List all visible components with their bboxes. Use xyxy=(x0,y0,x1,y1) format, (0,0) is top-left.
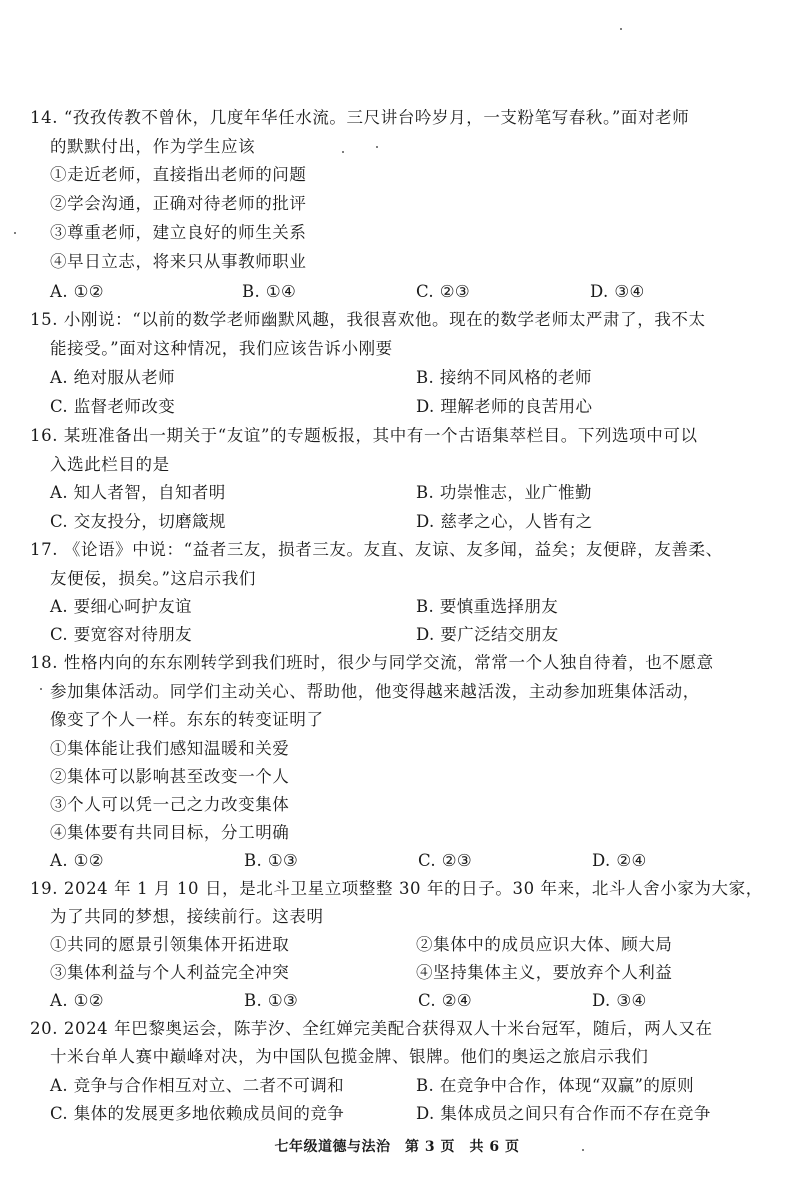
q19-stem-line2: 为了共同的梦想，接续前行。这表明 xyxy=(50,907,324,926)
q15-option-d: D. 理解老师的良苦用心 xyxy=(416,397,593,416)
q20-option-a: A. 竞争与合作相互对立、二者不可调和 xyxy=(50,1076,345,1095)
scan-speck xyxy=(40,688,42,690)
q18-item-3: ③个人可以凭一己之力改变集体 xyxy=(50,795,290,814)
q18-stem-line2: 参加集体活动。同学们主动关心、帮助他，他变得越来越活泼，主动参加班集体活动， xyxy=(50,682,700,701)
q16-option-b: B. 功崇惟志，业广惟勤 xyxy=(416,483,592,502)
q17-stem-line1: 17. 《论语》中说：“益者三友，损者三友。友直、友谅、友多闻，益矣；友便辟，友善柔、 xyxy=(30,540,723,559)
q20-stem-line2: 十米台单人赛中巅峰对决，为中国队包揽金牌、银牌。他们的奥运之旅启示我们 xyxy=(50,1047,649,1066)
q17-option-b: B. 要慎重选择朋友 xyxy=(416,597,559,616)
page-footer: 七年级道德与法治 第 3 页 共 6 页 xyxy=(274,1139,520,1155)
q20-option-b: B. 在竞争中合作，体现“双赢”的原则 xyxy=(416,1076,695,1095)
q18-option-c: C. ②③ xyxy=(418,851,473,870)
q14-option-b: B. ①④ xyxy=(242,282,297,301)
q19-option-a: A. ①② xyxy=(50,991,104,1010)
q19-item-2: ②集体中的成员应识大体、顾大局 xyxy=(416,935,673,954)
q16-option-c: C. 交友投分，切磨箴规 xyxy=(50,512,226,531)
q14-item-1: ①走近老师，直接指出老师的问题 xyxy=(50,165,307,184)
q18-item-1: ①集体能让我们感知温暖和关爱 xyxy=(50,739,290,758)
q18-stem-line3: 像变了个人一样。东东的转变证明了 xyxy=(50,710,324,729)
q18-option-b: B. ①③ xyxy=(244,851,299,870)
q18-item-2: ②集体可以影响甚至改变一个人 xyxy=(50,767,290,786)
q14-option-a: A. ①② xyxy=(50,282,104,301)
q14-stem-line2: 的默默付出，作为学生应该 xyxy=(50,137,256,156)
q19-option-c: C. ②④ xyxy=(418,991,473,1010)
scan-speck xyxy=(342,151,344,153)
q20-option-d: D. 集体成员之间只有合作而不存在竞争 xyxy=(416,1104,711,1123)
q15-option-b: B. 接纳不同风格的老师 xyxy=(416,368,592,387)
q19-item-1: ①共同的愿景引领集体开拓进取 xyxy=(50,935,290,954)
q14-option-d: D. ③④ xyxy=(590,282,645,301)
q14-option-c: C. ②③ xyxy=(416,282,471,301)
q20-stem-line1: 20. 2024 年巴黎奥运会，陈芋汐、全红婵完美配合获得双人十米台冠军，随后，两人又在 xyxy=(30,1019,713,1038)
q18-option-a: A. ①② xyxy=(50,851,104,870)
q15-option-c: C. 监督老师改变 xyxy=(50,397,176,416)
q17-option-c: C. 要宽容对待朋友 xyxy=(50,625,193,644)
q14-stem-line1: 14. “孜孜传教不曾休，几度年华任水流。三尺讲台吟岁月，一支粉笔写春秋。”面对老师 xyxy=(30,108,690,127)
scan-speck xyxy=(620,28,622,30)
q19-item-4: ④坚持集体主义，要放弃个人利益 xyxy=(416,963,673,982)
q17-stem-line2: 友便佞，损矣。”这启示我们 xyxy=(50,569,256,588)
q14-item-2: ②学会沟通，正确对待老师的批评 xyxy=(50,194,307,213)
q15-option-a: A. 绝对服从老师 xyxy=(50,368,176,387)
q18-option-d: D. ②④ xyxy=(592,851,647,870)
q20-option-c: C. 集体的发展更多地依赖成员间的竞争 xyxy=(50,1104,345,1123)
q14-item-4: ④早日立志，将来只从事教师职业 xyxy=(50,252,307,271)
scan-speck xyxy=(14,232,16,234)
q18-item-4: ④集体要有共同目标，分工明确 xyxy=(50,823,290,842)
q16-stem-line1: 16. 某班准备出一期关于“友谊”的专题板报，其中有一个古语集萃栏目。下列选项中可以 xyxy=(30,426,698,445)
q17-option-a: A. 要细心呵护友谊 xyxy=(50,597,192,616)
q15-stem-line1: 15. 小刚说：“以前的数学老师幽默风趣，我很喜欢他。现在的数学老师太严肃了，我不太 xyxy=(30,310,706,329)
q15-stem-line2: 能接受。”面对这种情况，我们应该告诉小刚要 xyxy=(50,339,393,358)
q19-stem-line1: 19. 2024 年 1 月 10 日，是北斗卫星立项整整 30 年的日子。30 年来，北斗人舍小家为大家， xyxy=(30,879,763,898)
q17-option-d: D. 要广泛结交朋友 xyxy=(416,625,559,644)
q16-stem-line2: 入选此栏目的是 xyxy=(50,455,170,474)
q18-stem-line1: 18. 性格内向的东东刚转学到我们班时，很少与同学交流，常常一个人独自待着，也不愿意 xyxy=(30,653,714,672)
q19-item-3: ③集体利益与个人利益完全冲突 xyxy=(50,963,290,982)
scan-speck xyxy=(376,146,378,148)
q16-option-a: A. 知人者智，自知者明 xyxy=(50,483,226,502)
q19-option-d: D. ③④ xyxy=(592,991,647,1010)
q16-option-d: D. 慈孝之心，人皆有之 xyxy=(416,512,593,531)
q19-option-b: B. ①③ xyxy=(244,991,299,1010)
q14-item-3: ③尊重老师，建立良好的师生关系 xyxy=(50,223,307,242)
